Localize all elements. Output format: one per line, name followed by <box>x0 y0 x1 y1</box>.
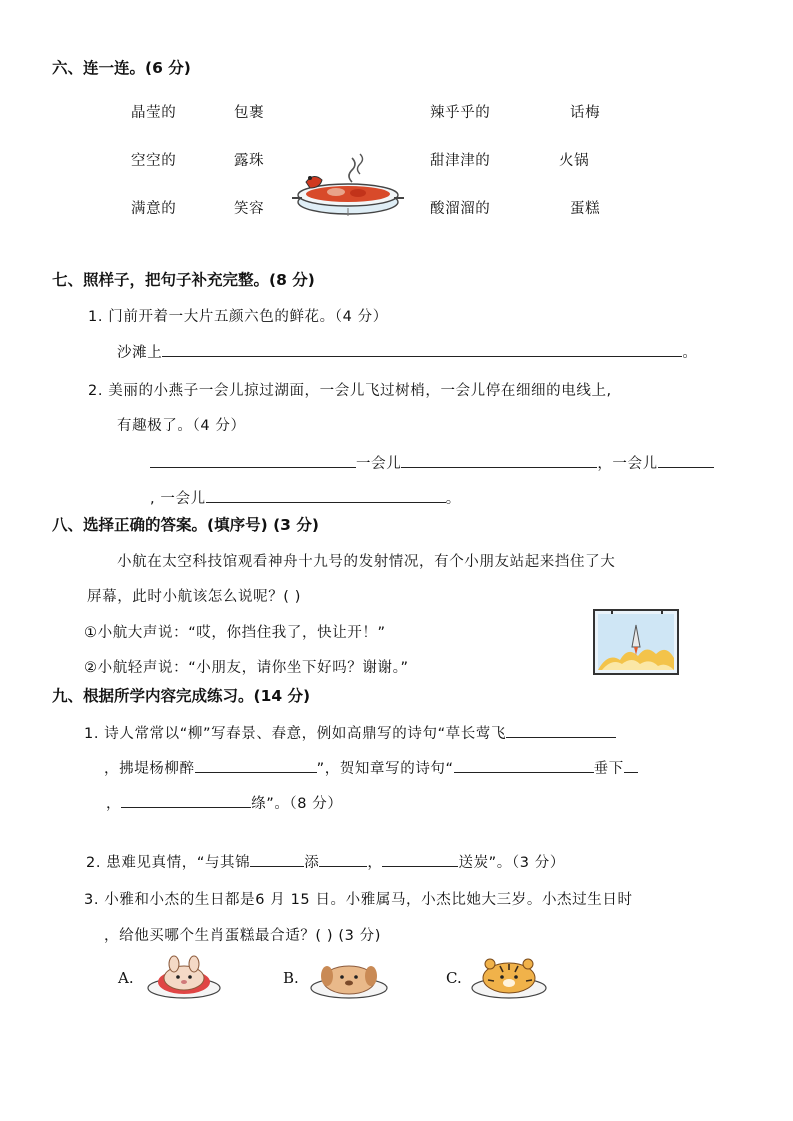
s9-q1-blank-2[interactable] <box>195 758 317 773</box>
word-right-1: 辣乎乎的 <box>430 105 491 121</box>
choice-b-label[interactable]: B. <box>283 969 299 987</box>
s7-q2-blank-2[interactable] <box>401 453 597 468</box>
s9-q1-blank-1[interactable] <box>506 723 616 738</box>
s7-q2-answer-line2 <box>150 487 461 508</box>
s9-q1-blank-4[interactable] <box>624 758 638 773</box>
s9-q3-line2: ，给他买哪个生肖蛋糕最合适？( ) (3 分) <box>104 928 381 944</box>
s9-q2-blank-1[interactable] <box>250 852 304 867</box>
word-left-3: 满意的 <box>131 201 177 217</box>
s8-para-line1: 小航在太空科技馆观看神舟十九号的发射情况，有个小朋友站起来挡住了大 <box>117 554 616 570</box>
s9-q3-line1: 3. 小雅和小杰的生日都是6 月 15 日。小雅属马，小杰比她大三岁。小杰过生日时 <box>84 892 633 908</box>
section-8-title: 八、选择正确的答案。(填序号) (3 分) <box>52 516 319 534</box>
s7-q2-yihuier-2: ，一会儿 <box>597 456 658 472</box>
s7-q1-lead: 沙滩上 <box>117 345 163 361</box>
s9-q2-text-2: 添 <box>304 855 320 871</box>
section-9-title: 九、根据所学内容完成练习。(14 分) <box>52 687 311 705</box>
hotpot-illustration <box>286 150 410 220</box>
word-left-2: 空空的 <box>131 153 177 169</box>
s9-q1-text-3: ”，贺知章写的诗句“ <box>316 761 454 777</box>
word-right-2: 甜津津的 <box>430 153 491 169</box>
s9-q1-text-1: 1. 诗人常常以“柳”写春景、春意，例如高鼎写的诗句“草长莺飞 <box>84 726 507 742</box>
choice-c-label[interactable]: C. <box>446 969 462 987</box>
s8-para-line2: 屏幕，此时小航该怎么说呢？( ) <box>87 589 302 605</box>
s9-q1-text-2: ，拂堤杨柳醉 <box>104 761 195 777</box>
s7-q1-blank[interactable] <box>162 342 682 357</box>
s9-q2-text-1: 2. 患难见真情，“与其锦 <box>86 855 251 871</box>
choice-a-label[interactable]: A. <box>118 969 134 987</box>
s7-q1: 1. 门前开着一大片五颜六色的鲜花。（4 分） <box>88 309 388 325</box>
s7-q1-end: 。 <box>682 345 698 361</box>
word-far-1: 话梅 <box>570 105 601 121</box>
s8-option-2: ②小航轻声说：“小朋友，请你坐下好吗？谢谢。” <box>84 660 409 676</box>
tiger-cake-icon <box>470 950 548 1000</box>
rocket-launch-illustration <box>592 607 680 677</box>
s9-q1-line1 <box>84 722 616 743</box>
s8-option-1: ①小航大声说：“哎，你挡住我了，快让开！” <box>84 625 386 641</box>
word-mid-1: 包裹 <box>234 105 265 121</box>
word-right-3: 酸溜溜的 <box>430 201 491 217</box>
section-6-title: 六、连一连。(6 分) <box>52 59 191 77</box>
word-far-3: 蛋糕 <box>570 201 601 217</box>
s9-q1-blank-5[interactable] <box>121 793 251 808</box>
s7-q2-yihuier-3: , 一会儿 <box>150 491 206 507</box>
s7-q2-yihuier-1: 一会儿 <box>356 456 402 472</box>
s9-q1-blank-3[interactable] <box>454 758 594 773</box>
s9-q2-text-4: 送炭”。（3 分） <box>458 855 565 871</box>
section-7-title: 七、照样子，把句子补充完整。(8 分) <box>52 271 315 289</box>
s7-q2-line2: 有趣极了。（4 分） <box>117 418 246 434</box>
rabbit-cake-icon <box>146 952 222 1000</box>
s9-q2-blank-3[interactable] <box>382 852 458 867</box>
s9-q2 <box>86 851 565 872</box>
s9-q2-text-3: ， <box>367 855 383 871</box>
s9-q2-blank-2[interactable] <box>319 852 367 867</box>
puppy-cake-icon <box>309 952 389 1000</box>
s9-q1-line2 <box>104 757 638 778</box>
word-far-2: 火锅 <box>559 153 590 169</box>
s7-q1-answer-line <box>117 341 697 362</box>
word-mid-2: 露珠 <box>234 153 265 169</box>
s7-q2-blank-3[interactable] <box>658 453 714 468</box>
s7-q2-answer-line1 <box>150 452 714 473</box>
word-left-1: 晶莹的 <box>131 105 177 121</box>
s9-q1-text-6: 绦”。（8 分） <box>251 796 343 812</box>
word-mid-3: 笑容 <box>234 201 265 217</box>
s7-q2-blank-4[interactable] <box>206 488 446 503</box>
s9-q1-text-5: ， <box>106 796 122 812</box>
s9-q1-line3 <box>106 792 343 813</box>
s7-q2-line1: 2. 美丽的小燕子一会儿掠过湖面，一会儿飞过树梢，一会儿停在细细的电线上, <box>88 383 612 399</box>
s9-q1-text-4: 垂下 <box>593 761 624 777</box>
s7-q2-blank-1[interactable] <box>150 453 356 468</box>
s7-q2-end: 。 <box>445 491 461 507</box>
